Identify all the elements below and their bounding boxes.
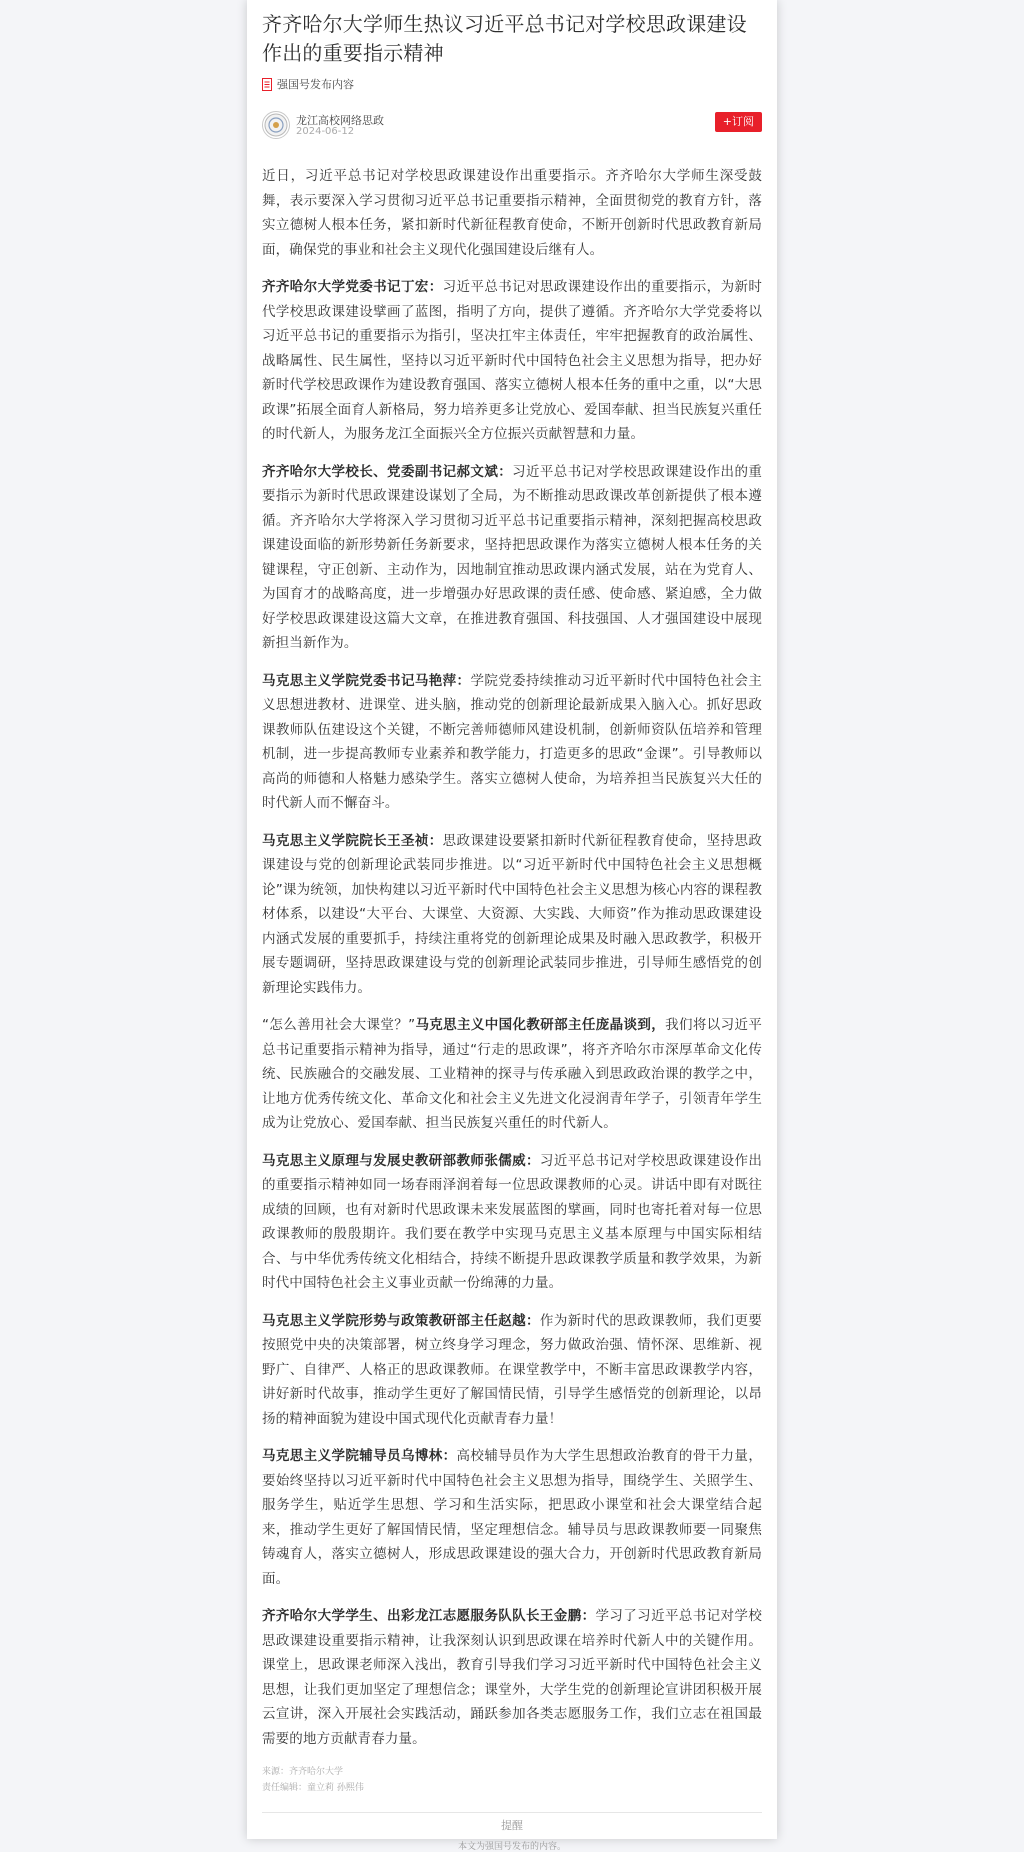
editor-credit: 责任编辑：童立莉 孙熙伟	[262, 1783, 364, 1793]
divider	[262, 1812, 762, 1813]
publish-date: 2024-06-12	[296, 126, 355, 137]
paragraph: 马克思主义学院形势与政策教研部主任赵越：作为新时代的思政课教师，我们更要按照党中央的决策部署，树立终身学习理念，努力做政治强、情怀深、思维新、视野广、自律严、人格正的思政课教师。在课堂教学中，不断丰富思政课教学内容，讲好新时代故事，推动学生更好了解国情民情，引导学生感悟党的创新理论，以昂扬的精神面貌为建设中国式现代化贡献青春力量！	[262, 1312, 763, 1427]
author-name[interactable]: 龙江高校网络思政	[296, 114, 384, 127]
speaker-name: 齐齐哈尔大学校长、党委副书记郝文斌：	[262, 463, 513, 480]
author-row	[262, 110, 762, 142]
speaker-name: 马克思主义中国化教研部主任庞晶谈到，	[415, 1017, 666, 1033]
speaker-name: 齐齐哈尔大学学生、出彩龙江志愿服务队队长王金鹏：	[262, 1608, 596, 1624]
source-label: 强国号发布内容	[277, 78, 354, 91]
source-credit: 来源：齐齐哈尔大学	[262, 1767, 344, 1777]
speaker-name: 马克思主义学院院长王圣祯：	[262, 832, 443, 849]
notice-title: 提醒	[501, 1819, 523, 1832]
paragraph: 齐齐哈尔大学党委书记丁宏：习近平总书记对思政课建设作出的重要指示，为新时代学校思政课建设擘画了蓝图，指明了方向，提供了遵循。齐齐哈尔大学党委将以习近平总书记的重要指示为指引，坚决扛牢主体责任，牢牢把握教育的政治属性、战略属性、民生属性，坚持以习近平新时代中国特色社会主义思想为指导，把办好新时代学校思政课作为建设教育强国、落实立德树人根本任务的重中之重，以“大思政课”拓展全面育人新格局，努力培养更多让党放心、爱国奉献、担当民族复兴重任的时代新人，为服务龙江全面振兴全方位振兴贡献智慧和力量。	[262, 279, 763, 442]
paragraph: 马克思主义学院辅导员乌博林：高校辅导员作为大学生思想政治教育的骨干力量，要始终坚持以习近平新时代中国特色社会主义思想为指导，围绕学生、关照学生、服务学生，贴近学生思想、学习和生活实际，把思政小课堂和社会大课堂结合起来，推动学生更好了解国情民情，坚定理想信念。辅导员与思政课教师要一同聚焦铸魂育人，落实立德树人，形成思政课建设的强大合力，开创新时代思政教育新局面。	[262, 1448, 762, 1587]
subscribe-button[interactable]: +订阅	[715, 112, 762, 132]
paragraph: 马克思主义原理与发展史教研部教师张儒威：习近平总书记对学校思政课建设作出的重要指示精神如同一场春雨泽润着每一位思政课教师的心灵。讲话中即有对既往成绩的回顾，也有对新时代思政课未来发展蓝图的擘画，同时也寄托着对每一位思政课教师的殷殷期许。我们要在教学中实现马克思主义基本原理与中国实际相结合、与中华优秀传统文化相结合，持续不断提升思政课教学质量和教学效果，为新时代中国特色社会主义事业贡献一份绵薄的力量。	[262, 1152, 763, 1291]
paragraph: 马克思主义学院院长王圣祯：思政课建设要紧扣新时代新征程教育使命，坚持思政课建设与党的创新理论武装同步推进。以“习近平新时代中国特色社会主义思想概论”课为统领，加快构建以习近平新时代中国特色社会主义思想为核心内容的课程教材体系，以建设“大平台、大课堂、大资源、大实践、大师资”作为推动思政课建设内涵式发展的重要抓手，持续注重将党的创新理论成果及时融入思政教学，积极开展专题调研，坚持思政课建设与党的创新理论武装同步推进，引导师生感悟党的创新理论实践伟力。	[262, 832, 763, 996]
paragraph: 近日，习近平总书记对学校思政课建设作出重要指示。齐齐哈尔大学师生深受鼓舞，表示要深入学习贯彻习近平总书记重要指示精神，全面贯彻党的教育方针，落实立德树人根本任务，紧扣新时代新征程教育使命，不断开创新时代思政教育新局面，确保党的事业和社会主义现代化强国建设后继有人。	[262, 168, 762, 258]
article-body	[262, 164, 762, 1751]
paragraph: “怎么善用社会大课堂？”马克思主义中国化教研部主任庞晶谈到，我们将以习近平总书记重要指示精神为指导，通过“行走的思政课”，将齐齐哈尔市深厚革命文化传统、民族融合的交融发展、工业精神的探寻与传承融入到思政政治课的教学之中，让地方优秀传统文化、革命文化和社会主义先进文化浸润青年学子，引领青年学生成为让党放心、爱国奉献、担当民族复兴重任的时代新人。	[262, 1017, 762, 1131]
source-row	[262, 76, 762, 92]
document-icon	[262, 78, 272, 91]
speaker-name: 马克思主义学院辅导员乌博林：	[262, 1448, 457, 1464]
article-title: 齐齐哈尔大学师生热议习近平总书记对学校思政课建设作出的重要指示精神	[262, 12, 747, 65]
speaker-name: 齐齐哈尔大学党委书记丁宏：	[262, 279, 443, 295]
article-page	[247, 0, 777, 1852]
speaker-name: 马克思主义学院形势与政策教研部主任赵越：	[262, 1312, 540, 1329]
author-avatar[interactable]	[262, 111, 290, 139]
article-meta	[262, 1764, 762, 1796]
paragraph: 马克思主义学院党委书记马艳萍：学院党委持续推动习近平新时代中国特色社会主义思想进教材、进课堂、进头脑，推动党的创新理论最新成果入脑入心。抓好思政课教师队伍建设这个关键，不断完善师德师风建设机制，创新师资队伍培养和管理机制，进一步提高教师专业素养和教学能力，打造更多的思政“金课”。引导教师以高尚的师德和人格魅力感染学生。落实立德树人使命，为培养担当民族复兴大任的时代新人而不懈奋斗。	[262, 672, 762, 811]
article-container	[262, 0, 762, 1852]
notice-text: 本文为强国号发布的内容。	[457, 1842, 566, 1852]
speaker-name: 马克思主义学院党委书记马艳萍：	[262, 672, 471, 689]
speaker-name: 马克思主义原理与发展史教研部教师张儒威：	[262, 1152, 540, 1169]
paragraph: 齐齐哈尔大学校长、党委副书记郝文斌：习近平总书记对学校思政课建设作出的重要指示为新时代思政课建设谋划了全局，为不断推动思政课改革创新提供了根本遵循。齐齐哈尔大学将深入学习贯彻习近平总书记重要指示精神，深刻把握高校思政课建设面临的新形势新任务新要求，坚持把思政课作为落实立德树人根本任务的关键课程，守正创新、主动作为，因地制宜推动思政课内涵式发展，站在为党育人、为国育才的战略高度，进一步增强办好思政课的责任感、使命感、紧迫感，全力做好学校思政课建设这篇大文章，在推进教育强国、科技强国、人才强国建设中展现新担当新作为。	[262, 463, 762, 651]
paragraph: 齐齐哈尔大学学生、出彩龙江志愿服务队队长王金鹏：学习了习近平总书记对学校思政课建设重要指示精神，让我深刻认识到思政课在培养时代新人中的关键作用。课堂上，思政课老师深入浅出，教育引导我们学习习近平新时代中国特色社会主义思想，让我们更加坚定了理想信念；课堂外，大学生党的创新理论宣讲团积极开展云宣讲，深入开展社会实践活动，踊跃参加各类志愿服务工作，我们立志在祖国最需要的地方贡献青春力量。	[262, 1608, 762, 1747]
